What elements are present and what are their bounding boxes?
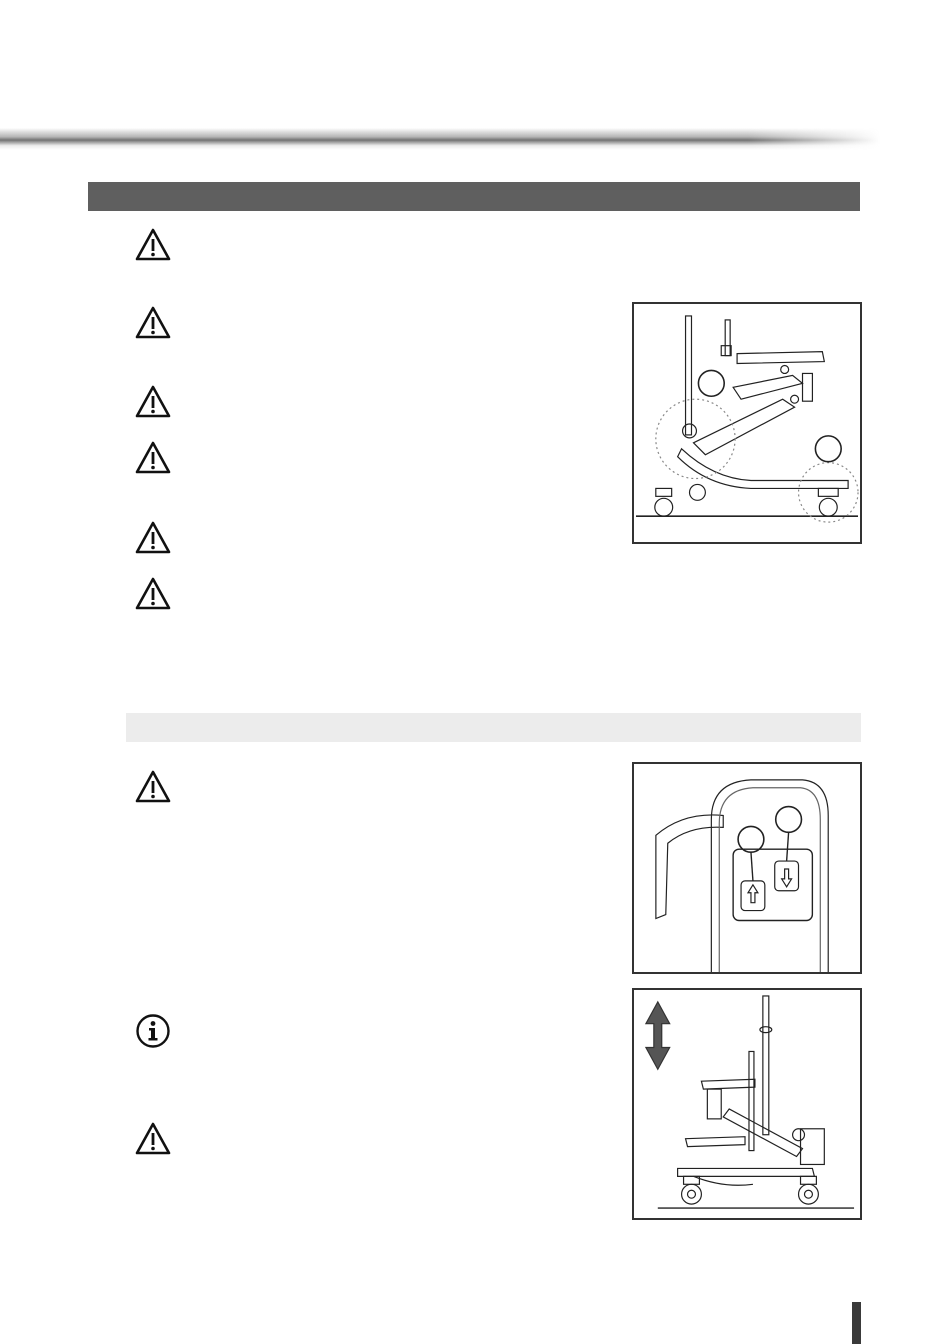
hand-control-figure (632, 762, 862, 974)
page-edge-tab (852, 1302, 861, 1344)
warning-icon (135, 305, 171, 341)
warning-icon (135, 440, 171, 476)
arrow-up-icon (748, 885, 758, 903)
warning-icon (135, 384, 171, 420)
warning-icon (135, 576, 171, 612)
arrow-down-icon (782, 869, 792, 887)
warning-icon (135, 227, 171, 263)
section-heading-bar (88, 182, 860, 211)
warning-icon (135, 1121, 171, 1157)
frame-side-view-figure (632, 302, 862, 544)
up-down-arrow-icon (646, 1002, 670, 1069)
info-icon (135, 1013, 171, 1049)
header-rule (0, 128, 880, 150)
warning-icon (135, 769, 171, 805)
warning-icon (135, 520, 171, 556)
height-adjustment-figure (632, 988, 862, 1220)
subsection-heading-bar (126, 713, 861, 742)
